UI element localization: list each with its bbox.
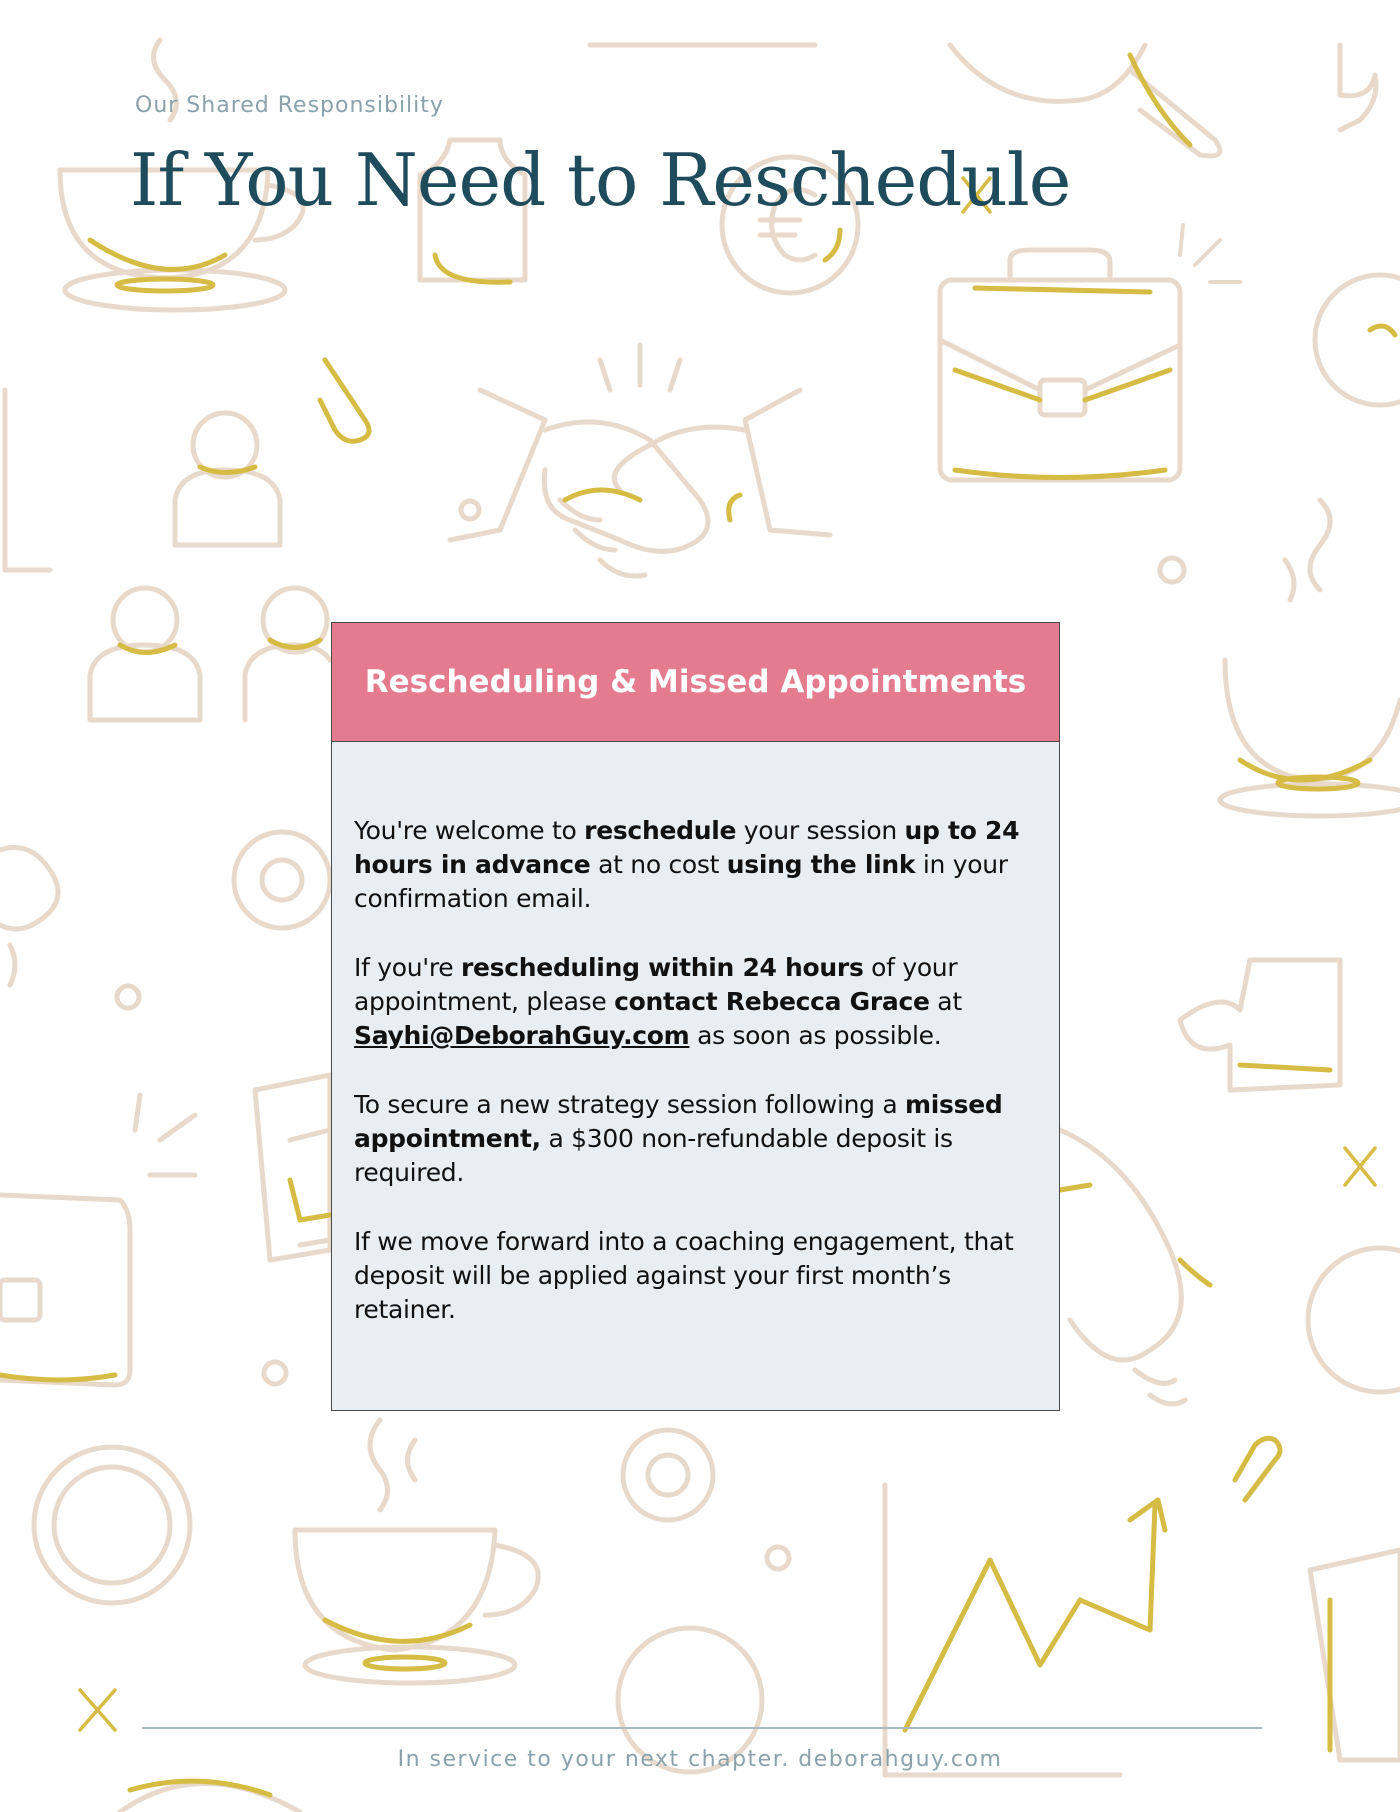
bold-span: rescheduling within 24 hours	[461, 953, 864, 982]
text-span: You're welcome to	[354, 816, 585, 845]
text-span: To secure a new strategy session following a	[354, 1090, 906, 1119]
email-link[interactable]: Sayhi@DeborahGuy.com	[354, 1021, 690, 1050]
text-span: at no cost	[590, 850, 727, 879]
coffee-cup-icon	[1220, 500, 1400, 816]
chart-icon	[885, 1485, 1120, 1775]
rocket-fin-icon	[0, 848, 58, 930]
bold-span: contact Rebecca Grace	[614, 987, 930, 1016]
dollar-coin-icon	[1315, 275, 1400, 405]
text-span: If we move forward into a coaching engagement, that deposit will be applied against your first month’s retainer.	[354, 1227, 1014, 1324]
dollar-coin-icon	[1308, 1248, 1400, 1392]
bold-span: up to 24 hours in advance	[354, 816, 1020, 879]
text-span: If you're	[354, 953, 461, 982]
page-title: If You Need to Reschedule	[130, 138, 1071, 222]
money-icon	[255, 1075, 330, 1260]
footer-text: In service to your next chapter. deborahguy.com	[397, 1747, 1003, 1772]
text-span: of your appointment, please	[354, 953, 958, 1016]
paragraph-deposit-applied	[354, 1225, 1037, 1327]
person-icon	[175, 413, 280, 545]
close-mark-icon	[1345, 1148, 1375, 1185]
policy-card	[331, 622, 1060, 1411]
briefcase-icon	[0, 1195, 130, 1385]
chart-edge-icon	[5, 390, 50, 570]
text-span: in your confirmation email.	[354, 850, 1008, 913]
paragraph-reschedule-advance	[354, 814, 1037, 916]
briefcase-icon	[940, 250, 1180, 480]
gear-icon	[234, 832, 330, 928]
close-mark-icon	[80, 1690, 115, 1730]
footer-divider	[142, 1727, 1262, 1729]
dollar-coin-icon	[34, 1447, 190, 1603]
text-span: your session	[736, 816, 905, 845]
bold-span: reschedule	[584, 816, 737, 845]
bold-span: using the link	[726, 850, 916, 879]
puzzle-edge-icon	[1340, 45, 1376, 130]
text-span: a $300 non-refundable deposit is required.	[354, 1124, 953, 1187]
text-span: as soon as possible.	[689, 1021, 942, 1050]
gear-icon	[623, 1430, 713, 1520]
coffee-cup-icon	[295, 1420, 538, 1683]
card-body	[332, 742, 1059, 1327]
people-icon	[90, 588, 330, 720]
bold-span: missed appointment,	[354, 1090, 1003, 1153]
money-icon	[1310, 1550, 1400, 1760]
text-span: at	[929, 987, 962, 1016]
rocket-icon	[1060, 1130, 1181, 1360]
card-title: Rescheduling & Missed Appointments	[364, 664, 1027, 700]
paragraph-missed-appointment	[354, 1088, 1037, 1190]
card-header	[332, 623, 1059, 742]
handshake-icon	[450, 345, 830, 576]
paragraph-reschedule-late	[354, 951, 1037, 1053]
section-eyebrow: Our Shared Responsibility	[135, 93, 444, 118]
